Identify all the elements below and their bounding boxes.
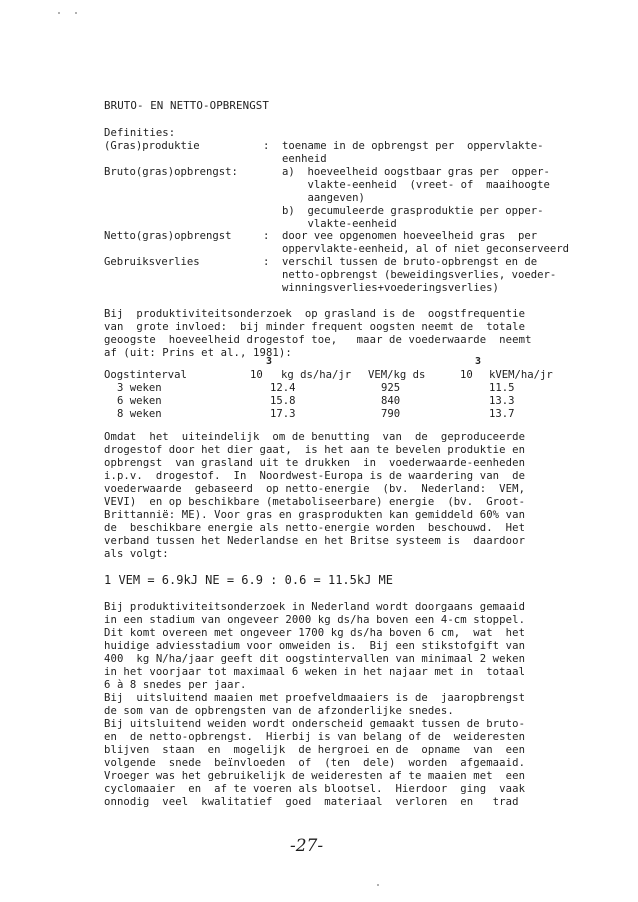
scan-speck <box>377 884 379 886</box>
definition-text: oppervlakte-eenheid, al of niet geconserveerd <box>282 243 570 255</box>
definition-colon: : <box>263 140 270 152</box>
paragraph-line: van grote invloed: bij minder frequent oogsten neemt de totale <box>104 321 526 333</box>
paragraph-line: cyclomaaier en af te voeren als blootsel. Hierdoor ging vaak <box>104 783 526 795</box>
paragraph-line: voederwaarde gebaseerd op netto-energie (bv. Nederland: VEM, <box>104 483 526 495</box>
paragraph-line: geoogste hoeveelheid drogestof toe, maar de voederwaarde neemt <box>104 334 532 346</box>
definition-text: vlakte-eenheid (vreet- of maaihoogte <box>282 179 550 191</box>
paragraph-line: als volgt: <box>104 548 169 560</box>
definition-text: b) gecumuleerde grasproduktie per opper- <box>282 205 544 217</box>
definition-text: winningsverlies+voederingsverlies) <box>282 282 499 294</box>
scan-speck <box>75 12 77 14</box>
table-cell-kvem: 13.3 <box>489 395 515 407</box>
table-cell-vem: 925 <box>381 382 401 394</box>
paragraph-line: Brittannië: ME). Voor gras en grasprodukten kan gemiddeld 60% van <box>104 509 526 521</box>
section-heading: BRUTO- EN NETTO-OPBRENGST <box>104 99 270 112</box>
paragraph-line: blijven staan en mogelijk de hergroei en de opname van een <box>104 744 526 756</box>
definition-colon: : <box>263 230 270 242</box>
paragraph-line: in een stadium van ongeveer 2000 kg ds/ha boven een 4-cm stoppel. <box>104 614 526 626</box>
table-header-kvem: kVEM/ha/jr <box>489 369 553 381</box>
definition-text: toename in de opbrengst per oppervlakte- <box>282 140 544 152</box>
definitions-title: Definities: <box>104 127 176 139</box>
paragraph-line: drogestof door het dier gaat, is het aan te bevelen produktie en <box>104 444 526 456</box>
paragraph-line: en de netto-opbrengst. Hierbij is van belang of de weideresten <box>104 731 526 743</box>
paragraph-line: Bij produktiviteitsonderzoek op grasland is de oogstfrequentie <box>104 308 526 320</box>
paragraph-line: Omdat het uiteindelijk om de benutting van de geproduceerde <box>104 431 526 443</box>
definition-text: vlakte-eenheid <box>282 218 397 230</box>
definition-text: eenheid <box>282 153 327 165</box>
definition-colon: : <box>263 256 270 268</box>
table-header-superscript: 3 <box>266 356 273 367</box>
paragraph-line: opbrengst van grasland uit te drukken in voederwaarde-eenheden <box>104 457 526 469</box>
paragraph-line: af (uit: Prins et al., 1981): <box>104 347 292 359</box>
definition-term: (Gras)produktie <box>104 140 200 152</box>
conversion-formula: 1 VEM = 6.9kJ NE = 6.9 : 0.6 = 11.5kJ ME <box>104 573 393 587</box>
paragraph-line: Bij uitsluitend weiden wordt onderscheid gemaakt tussen de bruto- <box>104 718 526 730</box>
definition-text: aangeven) <box>282 192 365 204</box>
table-header-unit-prefix: 10 <box>250 369 263 381</box>
table-cell-interval: 6 weken <box>117 395 162 407</box>
table-header-ds: kg ds/ha/jr <box>281 369 352 381</box>
definition-text: a) hoeveelheid oogstbaar gras per opper- <box>282 166 550 178</box>
table-cell-ds: 17.3 <box>270 408 296 420</box>
table-cell-interval: 8 weken <box>117 408 162 420</box>
paragraph-line: Bij uitsluitend maaien met proefveldmaaiers is de jaaropbrengst <box>104 692 526 704</box>
paragraph-line: Vroeger was het gebruikelijk de weideresten af te maaien met een <box>104 770 526 782</box>
table-cell-vem: 840 <box>381 395 401 407</box>
paragraph-line: onnodig veel kwalitatief goed materiaal verloren en trad <box>104 796 519 808</box>
definition-text: netto-opbrengst (beweidingsverlies, voeder- <box>282 269 557 281</box>
definition-term: Bruto(gras)opbrengst: <box>104 166 238 178</box>
table-cell-interval: 3 weken <box>117 382 162 394</box>
paragraph-line: 6 à 8 snedes per jaar. <box>104 679 247 691</box>
definition-term: Gebruiksverlies <box>104 256 200 268</box>
table-cell-kvem: 11.5 <box>489 382 515 394</box>
definition-term: Netto(gras)opbrengst <box>104 230 232 242</box>
paragraph-line: de som van de opbrengsten van de afzonderlijke snedes. <box>104 705 454 717</box>
scan-speck <box>58 12 60 14</box>
paragraph-line: Bij produktiviteitsonderzoek in Nederland wordt doorgaans gemaaid <box>104 601 526 613</box>
table-cell-kvem: 13.7 <box>489 408 515 420</box>
paragraph-line: de beschikbare energie als netto-energie worden beschouwd. Het <box>104 522 526 534</box>
paragraph-line: huidige adviesstadium voor omweiden is. Bij een stikstofgift van <box>104 640 526 652</box>
paragraph-line: 400 kg N/ha/jaar geeft dit oogstintervallen van minimaal 2 weken <box>104 653 526 665</box>
table-cell-ds: 12.4 <box>270 382 296 394</box>
table-header-unit-prefix: 10 <box>460 369 473 381</box>
page-number: -27- <box>290 836 324 856</box>
table-cell-ds: 15.8 <box>270 395 296 407</box>
paragraph-line: VEVI) en op beschikbare (metaboliseerbare) energie (bv. Groot- <box>104 496 526 508</box>
paragraph-line: in het voorjaar tot maximaal 6 weken in het najaar met in totaal <box>104 666 526 678</box>
paragraph-line: volgende snede beïnvloeden of (ten dele) worden afgemaaid. <box>104 757 526 769</box>
paragraph-line: Dit komt overeen met ongeveer 1700 kg ds/ha boven 6 cm, wat het <box>104 627 526 639</box>
table-header-superscript: 3 <box>475 356 482 367</box>
table-header-interval: Oogstinterval <box>104 369 187 381</box>
table-header-vem: VEM/kg ds <box>368 369 426 381</box>
paragraph-line: i.p.v. drogestof. In Noordwest-Europa is de waardering van de <box>104 470 526 482</box>
definition-text: door vee opgenomen hoeveelheid gras per <box>282 230 538 242</box>
definition-text: verschil tussen de bruto-opbrengst en de <box>282 256 538 268</box>
paragraph-line: verband tussen het Nederlandse en het Britse systeem is daardoor <box>104 535 526 547</box>
table-cell-vem: 790 <box>381 408 401 420</box>
